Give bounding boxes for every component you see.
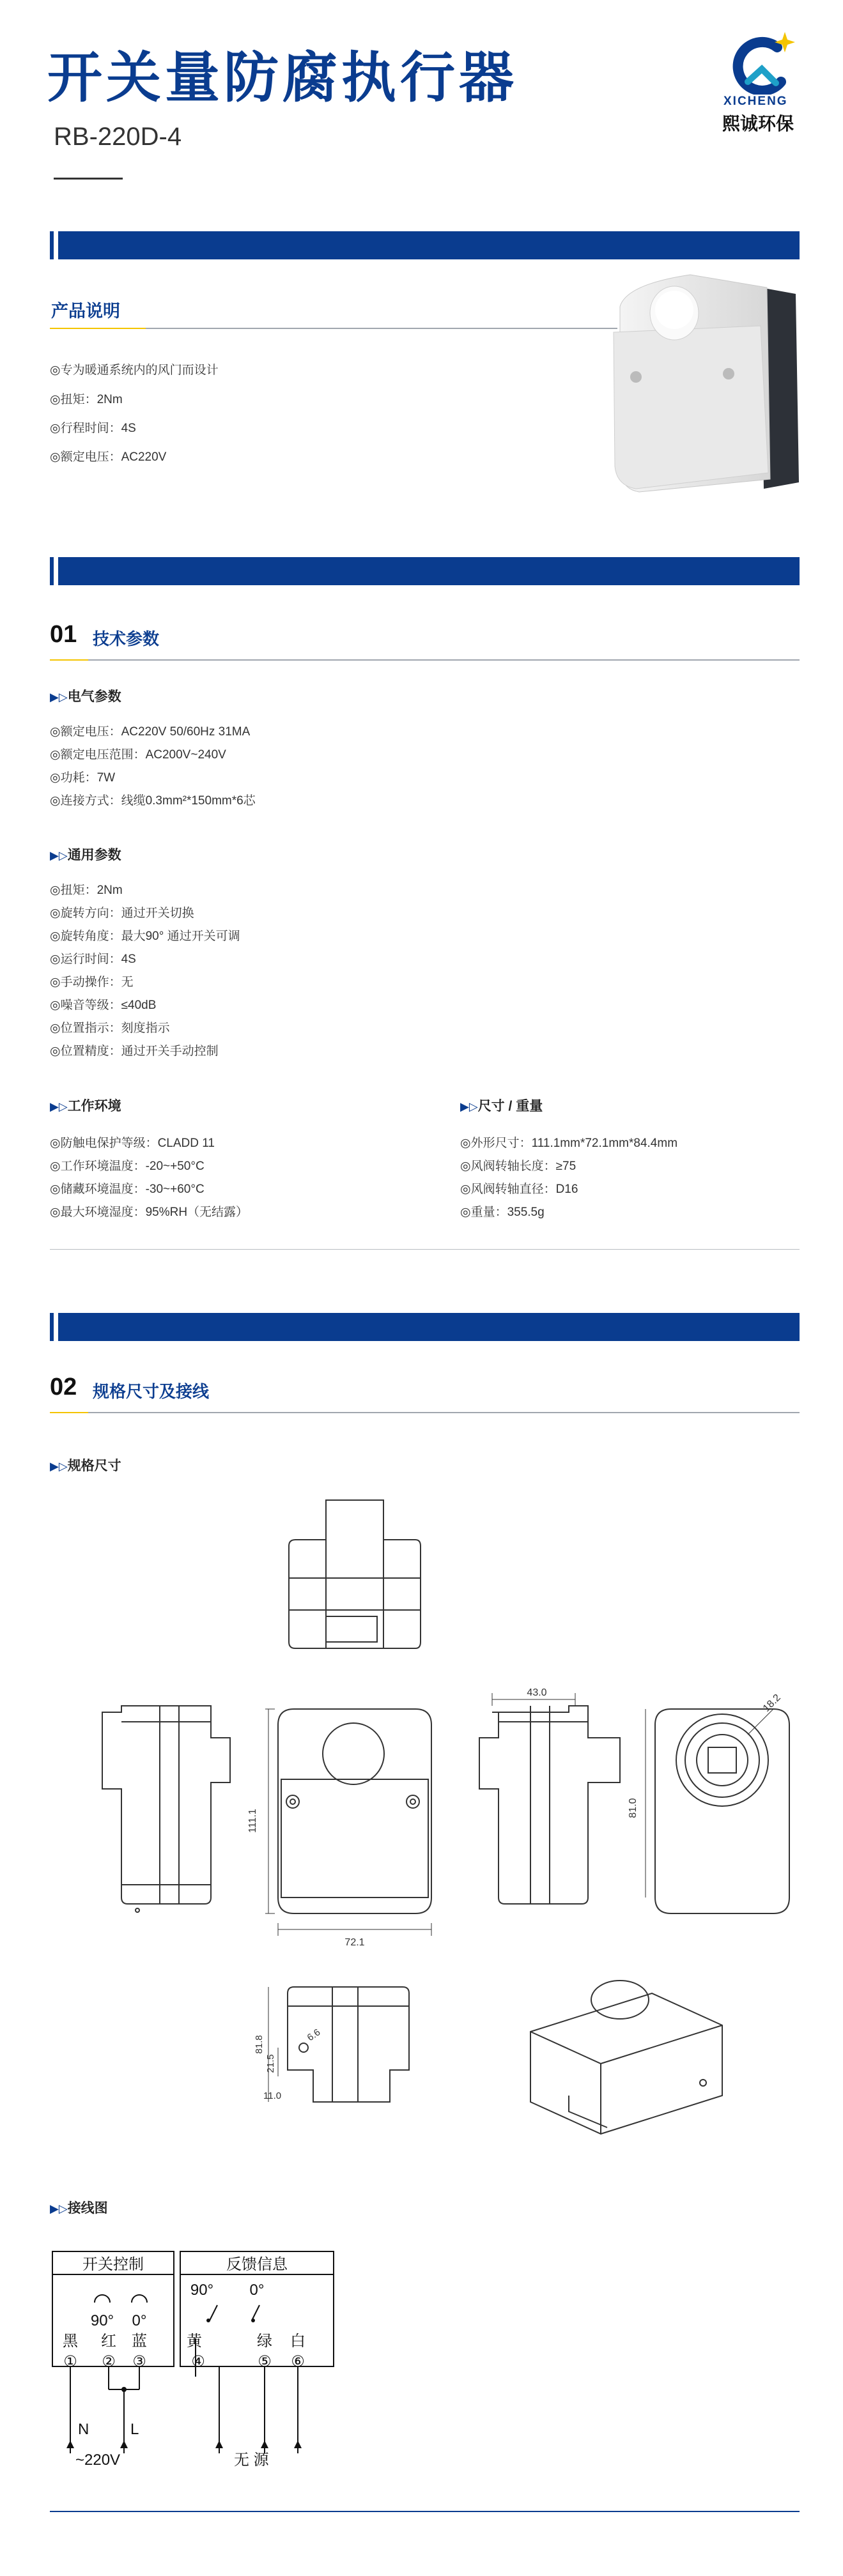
dimension-drawing — [58, 1489, 812, 2191]
general-item: ◎运行时间：4S — [50, 953, 136, 966]
wiring-diagram — [50, 2249, 350, 2472]
terminal-1: ① — [63, 2353, 77, 2370]
triangle-bullet-icon: ▶▷ — [50, 1100, 68, 1113]
switch-deg0: 0° — [132, 2312, 147, 2329]
wiring-heading: ▶▷接线图 — [50, 2201, 108, 2216]
footer-rule — [50, 2511, 800, 2512]
section-bar-product — [50, 231, 800, 259]
electrical-item: ◎额定电压：AC220V 50/60Hz 31MA — [50, 725, 251, 739]
isometric-view — [530, 1981, 722, 2134]
product-heading: 产品说明 — [51, 302, 120, 321]
switch-deg90: 90° — [90, 2312, 114, 2329]
general-item: ◎手动操作：无 — [50, 976, 134, 989]
front-view — [265, 1709, 431, 1936]
section-title-02: 规格尺寸及接线 — [93, 1382, 210, 1401]
title-underline — [54, 178, 123, 180]
size-item: ◎重量：355.5g — [460, 1206, 545, 1219]
product-item: ◎专为暖通系统内的风门而设计 — [50, 364, 219, 377]
electrical-item: ◎功耗：7W — [50, 771, 116, 785]
section-title-01: 技术参数 — [93, 629, 160, 648]
dim-215: 21.5 — [265, 2054, 276, 2073]
wire-blue: 蓝 — [132, 2333, 147, 2350]
general-item: ◎扭矩：2Nm — [50, 884, 123, 897]
feedback-deg90: 90° — [190, 2281, 214, 2299]
terminal-5: ⑤ — [258, 2353, 272, 2370]
model-number: RB-220D-4 — [54, 123, 182, 151]
logo-text-cn: 熙诚环保 — [722, 114, 794, 134]
logo-icon — [722, 31, 805, 95]
bottom-view — [268, 1987, 409, 2102]
wire-red: 红 — [101, 2333, 116, 2350]
triangle-bullet-icon: ▶▷ — [460, 1100, 478, 1113]
section-rule-01 — [50, 659, 800, 661]
size-item: ◎风阀转轴直径：D16 — [460, 1183, 578, 1196]
wire-black: 黑 — [63, 2333, 78, 2350]
triangle-bullet-icon: ▶▷ — [50, 849, 68, 862]
size-item: ◎风阀转轴长度：≥75 — [460, 1160, 576, 1173]
environment-heading: ▶▷工作环境 — [50, 1099, 121, 1114]
environment-item: ◎防触电保护等级：CLADD 11 — [50, 1137, 215, 1150]
section-bar-02 — [50, 1313, 800, 1341]
product-item: ◎行程时间：4S — [50, 422, 136, 435]
section-number-02: 02 — [50, 1374, 77, 1400]
triangle-bullet-icon: ▶▷ — [50, 1460, 68, 1473]
product-item: ◎扭矩：2Nm — [50, 393, 123, 406]
wire-green: 绿 — [257, 2333, 272, 2350]
dim-11: 11.0 — [263, 2090, 282, 2101]
triangle-bullet-icon: ▶▷ — [50, 2202, 68, 2215]
back-view — [646, 1709, 789, 1913]
product-photo — [601, 262, 812, 495]
size-heading: ▶▷尺寸 / 重量 — [460, 1099, 543, 1114]
feedback-box-title: 反馈信息 — [226, 2256, 288, 2273]
general-item: ◎旋转方向：通过开关切换 — [50, 907, 194, 920]
dim-81: 81.0 — [628, 1798, 638, 1818]
environment-item: ◎储藏环境温度：-30~+60°C — [50, 1183, 205, 1196]
left-side-view — [102, 1706, 230, 1912]
dims-heading: ▶▷规格尺寸 — [50, 1459, 121, 1473]
dim-818: 81.8 — [254, 2035, 265, 2054]
product-heading-rule — [50, 328, 617, 329]
general-item: ◎位置精度：通过开关手动控制 — [50, 1045, 219, 1058]
wire-white: 白 — [290, 2333, 305, 2350]
dim-43: 43.0 — [527, 1687, 547, 1698]
terminal-2: ② — [102, 2353, 116, 2370]
size-item: ◎外形尺寸：111.1mm*72.1mm*84.4mm — [460, 1137, 678, 1150]
terminal-6: ⑥ — [291, 2353, 305, 2370]
dim-66: 6.6 — [305, 2027, 323, 2044]
general-item: ◎噪音等级：≤40dB — [50, 999, 157, 1012]
section-end-rule-01 — [50, 1249, 800, 1250]
product-item: ◎额定电压：AC220V — [50, 450, 167, 464]
environment-item: ◎工作环境温度：-20~+50°C — [50, 1160, 205, 1173]
terminal-3: ③ — [132, 2353, 146, 2370]
general-item: ◎位置指示：刻度指示 — [50, 1022, 170, 1035]
electrical-heading: ▶▷电气参数 — [50, 689, 121, 704]
terminal-4: ④ — [191, 2353, 205, 2370]
electrical-item: ◎连接方式：线缆0.3mm²*150mm*6芯 — [50, 794, 256, 808]
page-title: 开关量防腐执行器 — [47, 47, 518, 109]
brand-logo — [722, 31, 805, 133]
general-item: ◎旋转角度：最大90° 通过开关可调 — [50, 930, 240, 943]
feedback-deg0: 0° — [249, 2281, 265, 2299]
dim-18: 18.2 — [761, 1692, 783, 1714]
top-view — [289, 1500, 421, 1648]
section-number-01: 01 — [50, 621, 77, 648]
section-rule-02 — [50, 1412, 800, 1413]
dim-111: 111.1 — [247, 1809, 258, 1833]
right-side-view — [479, 1693, 620, 1904]
environment-item: ◎最大环境湿度：95%RH（无结露） — [50, 1206, 249, 1219]
general-heading: ▶▷通用参数 — [50, 848, 121, 862]
switch-box-title: 开关控制 — [82, 2256, 144, 2273]
voltage-label: ~220V — [75, 2451, 121, 2469]
section-bar-01 — [50, 557, 800, 585]
passive-label: 无 源 — [234, 2451, 269, 2469]
neutral-label: N — [78, 2421, 89, 2438]
live-label: L — [130, 2421, 139, 2438]
logo-text-en: XICHENG — [723, 95, 788, 108]
triangle-bullet-icon: ▶▷ — [50, 691, 68, 703]
wire-yellow: 黄 — [187, 2333, 202, 2350]
electrical-item: ◎额定电压范围：AC200V~240V — [50, 748, 226, 762]
dim-72: 72.1 — [344, 1937, 365, 1948]
